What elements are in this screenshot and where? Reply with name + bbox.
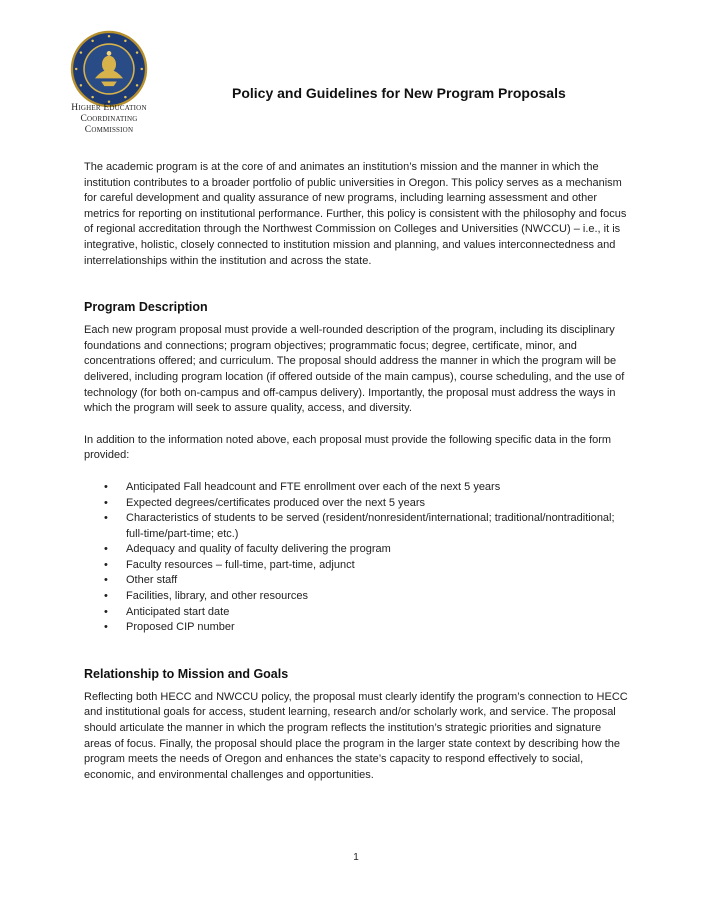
mission-goals-paragraph: Reflecting both HECC and NWCCU policy, the proposal must clearly identify the program’s connection to HECC and institutional goals for access, student learning, research and/or scholarly work, and service. The proposal should articulate the manner in which the program reflects the institution’s strategic priorities and signature areas of focus. Finally, the proposal should place the program in the larger state context by describing how the program meets the needs of Oregon and enhances the state’s capacity to respond effectively to social, economic, and environmental challenges and opportunities. [84, 690, 628, 781]
list-item [84, 573, 629, 589]
program-description-paragraph: Each new program proposal must provide a well-rounded description of the program, including its disciplinary foundations and connections; program objectives; programmatic focus; degree, certificate, minor, and concentrations offered; and curriculum. The proposal should address the manner in which the program will be delivered, including program location (if offered outside of the main campus), course scheduling, and the use of technology (for both on-campus and off-campus delivery). Importantly, the proposal must address the ways in which the program will seek to assure quality, access, and diversity. [84, 324, 625, 415]
data-requirements-intro: In addition to the information noted above, each proposal must provide the following specific data in the form provided: [84, 433, 612, 462]
list-item-text: Adequacy and quality of faculty delivering the program [126, 543, 391, 556]
bullet-icon: • [104, 621, 108, 634]
list-item [84, 511, 629, 542]
list-item [84, 480, 629, 496]
list-item [84, 496, 629, 512]
bullet-icon: • [104, 512, 108, 525]
list-item-text: Characteristics of students to be served (resident/nonresident/international; traditional/nontraditional; full-time/part-time; etc.) [126, 512, 615, 540]
agency-name [52, 103, 166, 136]
list-item-text: Faculty resources – full-time, part-time, adjunct [126, 558, 355, 571]
list-item-text: Facilities, library, and other resources [126, 590, 308, 603]
list-item [84, 620, 629, 636]
list-item [84, 558, 629, 574]
bullet-icon: • [104, 590, 108, 603]
list-item-text: Proposed CIP number [126, 621, 235, 634]
data-requirements-list [84, 480, 629, 636]
bullet-icon: • [104, 605, 108, 618]
list-item-text: Anticipated start date [126, 605, 230, 618]
section-heading-program-description: Program Description [84, 300, 208, 315]
agency-line-1: Higher Education [71, 103, 147, 113]
section-heading-mission-goals: Relationship to Mission and Goals [84, 666, 289, 681]
bullet-icon: • [104, 543, 108, 556]
document-body [84, 160, 629, 783]
list-item [84, 589, 629, 605]
list-item [84, 605, 629, 621]
list-item-text: Other staff [126, 574, 178, 587]
bullet-icon: • [104, 496, 108, 509]
intro-paragraph: The academic program is at the core of and animates an institution’s mission and the manner in which the institution contributes to a broader portfolio of public universities in Oregon. This policy serves as a mechanism for careful development and quality assurance of new programs, including learning assessment and other metrics for reporting on institutional performance. Further, this policy is consistent with the philosophy and focus of regional accreditation through the Northwest Commission on Colleges and Universities (NWCCU) – i.e., it is integrative, holistic, closely connected to institution mission and planning, and values interconnectedness and interrelationships within the institution and across the state. [84, 161, 627, 267]
agency-line-2: Coordinating [80, 114, 138, 124]
page-number: 1 [353, 852, 359, 863]
list-item [84, 542, 629, 558]
state-seal-logo [70, 30, 148, 108]
agency-line-3: Commission [84, 125, 134, 135]
bullet-icon: • [104, 558, 108, 571]
bullet-icon: • [104, 574, 108, 587]
bullet-icon: • [104, 480, 108, 493]
document-title: Policy and Guidelines for New Program Proposals [232, 85, 566, 101]
list-item-text: Anticipated Fall headcount and FTE enrollment over each of the next 5 years [126, 480, 501, 493]
list-item-text: Expected degrees/certificates produced over the next 5 years [126, 496, 426, 509]
